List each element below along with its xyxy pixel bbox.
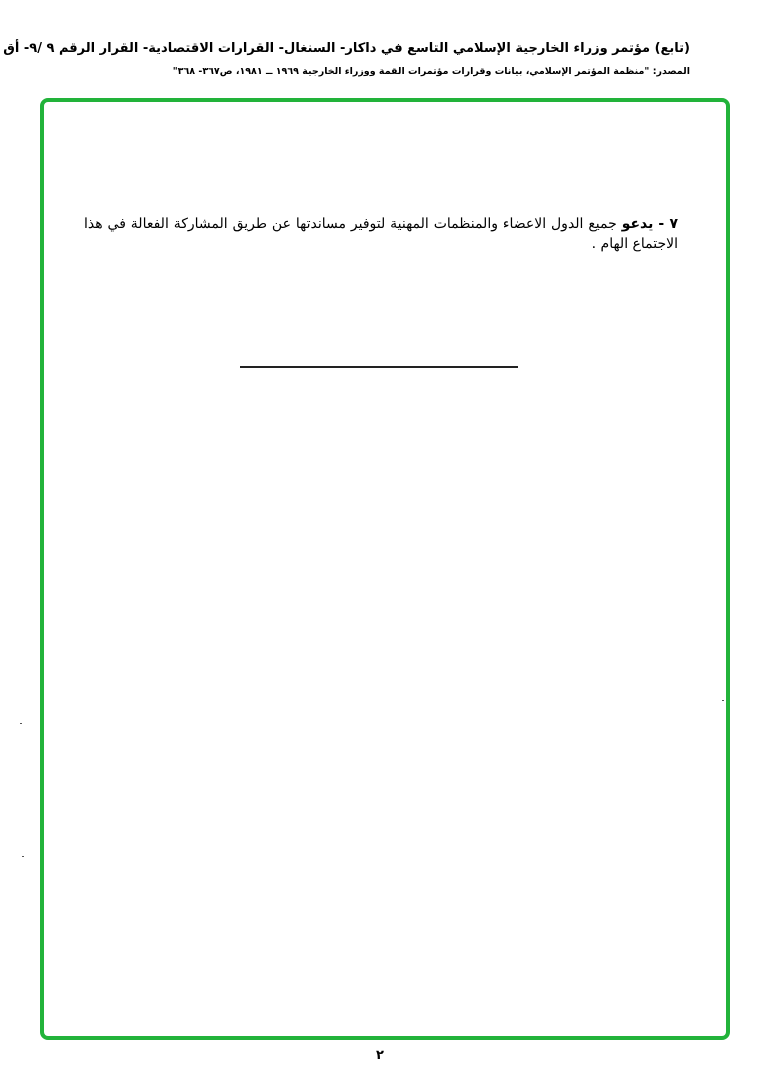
clause-lead-verb: يدعو	[621, 216, 654, 232]
clause-number: ٧ -	[658, 216, 679, 232]
closing-separator-line	[240, 366, 518, 368]
document-title: (تابع) مؤتمر وزراء الخارجية الإسلامي التاسع في داكار- السنغال- القرارات الاقتصادية- القرار الرقم ٩ /٩- أق	[3, 41, 690, 56]
scan-speck	[20, 723, 22, 724]
resolution-clause	[84, 214, 678, 254]
scan-speck	[22, 856, 24, 857]
clause-text: جميع الدول الاعضاء والمنظمات المهنية لتوفير مساندتها عن طريق المشاركة الفعالة في هذا الاجتماع الهام .	[84, 216, 678, 252]
page-number: ٢	[376, 1048, 384, 1063]
document-source: المصدر: "منظمة المؤتمر الإسلامي، بيانات وقرارات مؤتمرات القمة ووزراء الخارجية ١٩٦٩ ــ ١٩٨١، ص٣٦٧- ٣٦٨"	[172, 66, 690, 77]
scan-speck	[722, 700, 724, 701]
